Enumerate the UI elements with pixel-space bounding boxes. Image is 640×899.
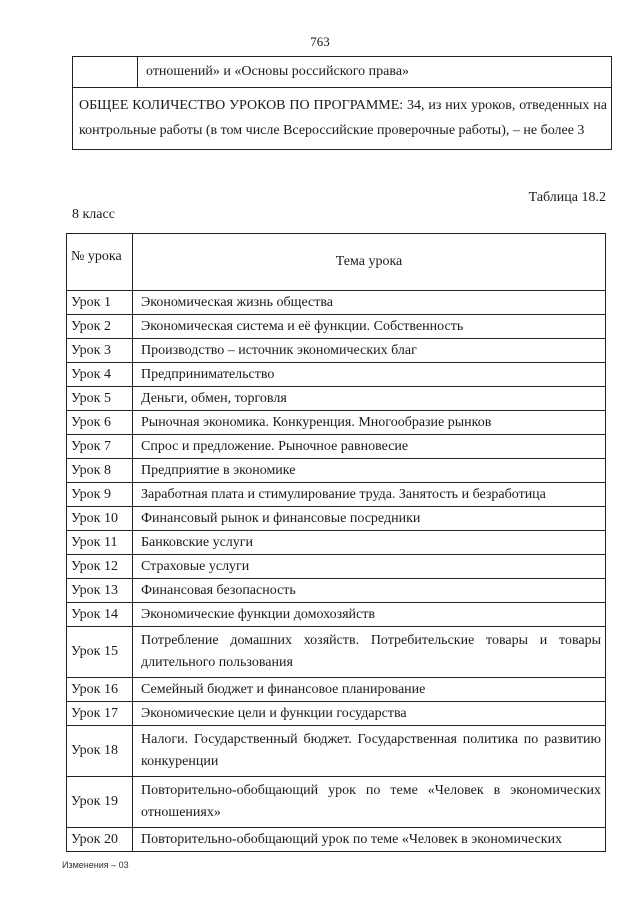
table-row: [67, 435, 606, 459]
lesson-number: Урок 8: [67, 459, 133, 483]
lesson-topic: Предпринимательство: [133, 363, 606, 387]
table-row: [67, 702, 606, 726]
table-row: [67, 483, 606, 507]
lesson-topic: Потребление домашних хозяйств. Потребительские товары и товары длительного пользования: [133, 627, 606, 678]
lesson-topic: Семейный бюджет и финансовое планирование: [133, 678, 606, 702]
table-row: [67, 678, 606, 702]
lesson-number: Урок 20: [67, 828, 133, 852]
page-footer: Изменения – 03: [62, 860, 129, 870]
lesson-number: Урок 17: [67, 702, 133, 726]
continuation-row: [73, 57, 612, 88]
table-row: [67, 363, 606, 387]
table-row: [67, 411, 606, 435]
table-caption: Таблица 18.2: [528, 190, 606, 205]
lesson-topic: Финансовая безопасность: [133, 579, 606, 603]
lesson-number: Урок 11: [67, 531, 133, 555]
table-row: [67, 828, 606, 852]
grade-label: 8 класс: [72, 207, 115, 222]
table-header-row: [67, 234, 606, 291]
table-row: [67, 387, 606, 411]
lesson-topic: Экономическая жизнь общества: [133, 291, 606, 315]
lesson-number: Урок 19: [67, 777, 133, 828]
lesson-number: Урок 4: [67, 363, 133, 387]
table-row: [67, 777, 606, 828]
continuation-topic: отношений» и «Основы российского права»: [138, 57, 612, 88]
lesson-number: Урок 9: [67, 483, 133, 507]
table-row: [67, 315, 606, 339]
lesson-number: Урок 5: [67, 387, 133, 411]
lesson-topic: Предприятие в экономике: [133, 459, 606, 483]
lesson-number: Урок 2: [67, 315, 133, 339]
lesson-number: Урок 3: [67, 339, 133, 363]
lesson-topic: Экономические цели и функции государства: [133, 702, 606, 726]
lesson-topic: Экономическая система и её функции. Собственность: [133, 315, 606, 339]
header-lesson-topic: Тема урока: [133, 234, 606, 291]
lesson-number: Урок 13: [67, 579, 133, 603]
lesson-topic: Производство – источник экономических благ: [133, 339, 606, 363]
header-lesson-number: № урока: [67, 234, 133, 291]
lesson-number: Урок 12: [67, 555, 133, 579]
page-number: 763: [310, 34, 330, 49]
lesson-number: Урок 10: [67, 507, 133, 531]
lessons-table: [66, 233, 606, 852]
table-row: [67, 579, 606, 603]
lesson-topic: Экономические функции домохозяйств: [133, 603, 606, 627]
lesson-number: Урок 15: [67, 627, 133, 678]
table-row: [67, 339, 606, 363]
table-row: [67, 726, 606, 777]
table-row: [67, 627, 606, 678]
lesson-topic: Повторительно-обобщающий урок по теме «Человек в экономических: [133, 828, 606, 852]
total-lessons-text: ОБЩЕЕ КОЛИЧЕСТВО УРОКОВ ПО ПРОГРАММЕ: 34, из них уроков, отведенных на контрольные работы (в том числе Всероссийские проверочные работы), – не более 3: [73, 88, 612, 150]
table-row: [67, 531, 606, 555]
table-row: [67, 555, 606, 579]
continuation-num-cell: [73, 57, 138, 88]
continuation-table: [72, 56, 612, 150]
lesson-number: Урок 1: [67, 291, 133, 315]
table-row: [67, 291, 606, 315]
lesson-topic: Заработная плата и стимулирование труда. Занятость и безработица: [133, 483, 606, 507]
lesson-topic: Страховые услуги: [133, 555, 606, 579]
lesson-topic: Рыночная экономика. Конкуренция. Многообразие рынков: [133, 411, 606, 435]
lesson-topic: Налоги. Государственный бюджет. Государственная политика по развитию конкуренции: [133, 726, 606, 777]
lesson-number: Урок 6: [67, 411, 133, 435]
table-row: [67, 507, 606, 531]
lesson-number: Урок 14: [67, 603, 133, 627]
table-row: [67, 603, 606, 627]
lesson-topic: Банковские услуги: [133, 531, 606, 555]
lesson-topic: Деньги, обмен, торговля: [133, 387, 606, 411]
total-lessons-row: [73, 88, 612, 150]
lesson-number: Урок 16: [67, 678, 133, 702]
lesson-topic: Спрос и предложение. Рыночное равновесие: [133, 435, 606, 459]
table-row: [67, 459, 606, 483]
lesson-number: Урок 7: [67, 435, 133, 459]
lesson-number: Урок 18: [67, 726, 133, 777]
lesson-topic: Повторительно-обобщающий урок по теме «Человек в экономических отношениях»: [133, 777, 606, 828]
lesson-topic: Финансовый рынок и финансовые посредники: [133, 507, 606, 531]
